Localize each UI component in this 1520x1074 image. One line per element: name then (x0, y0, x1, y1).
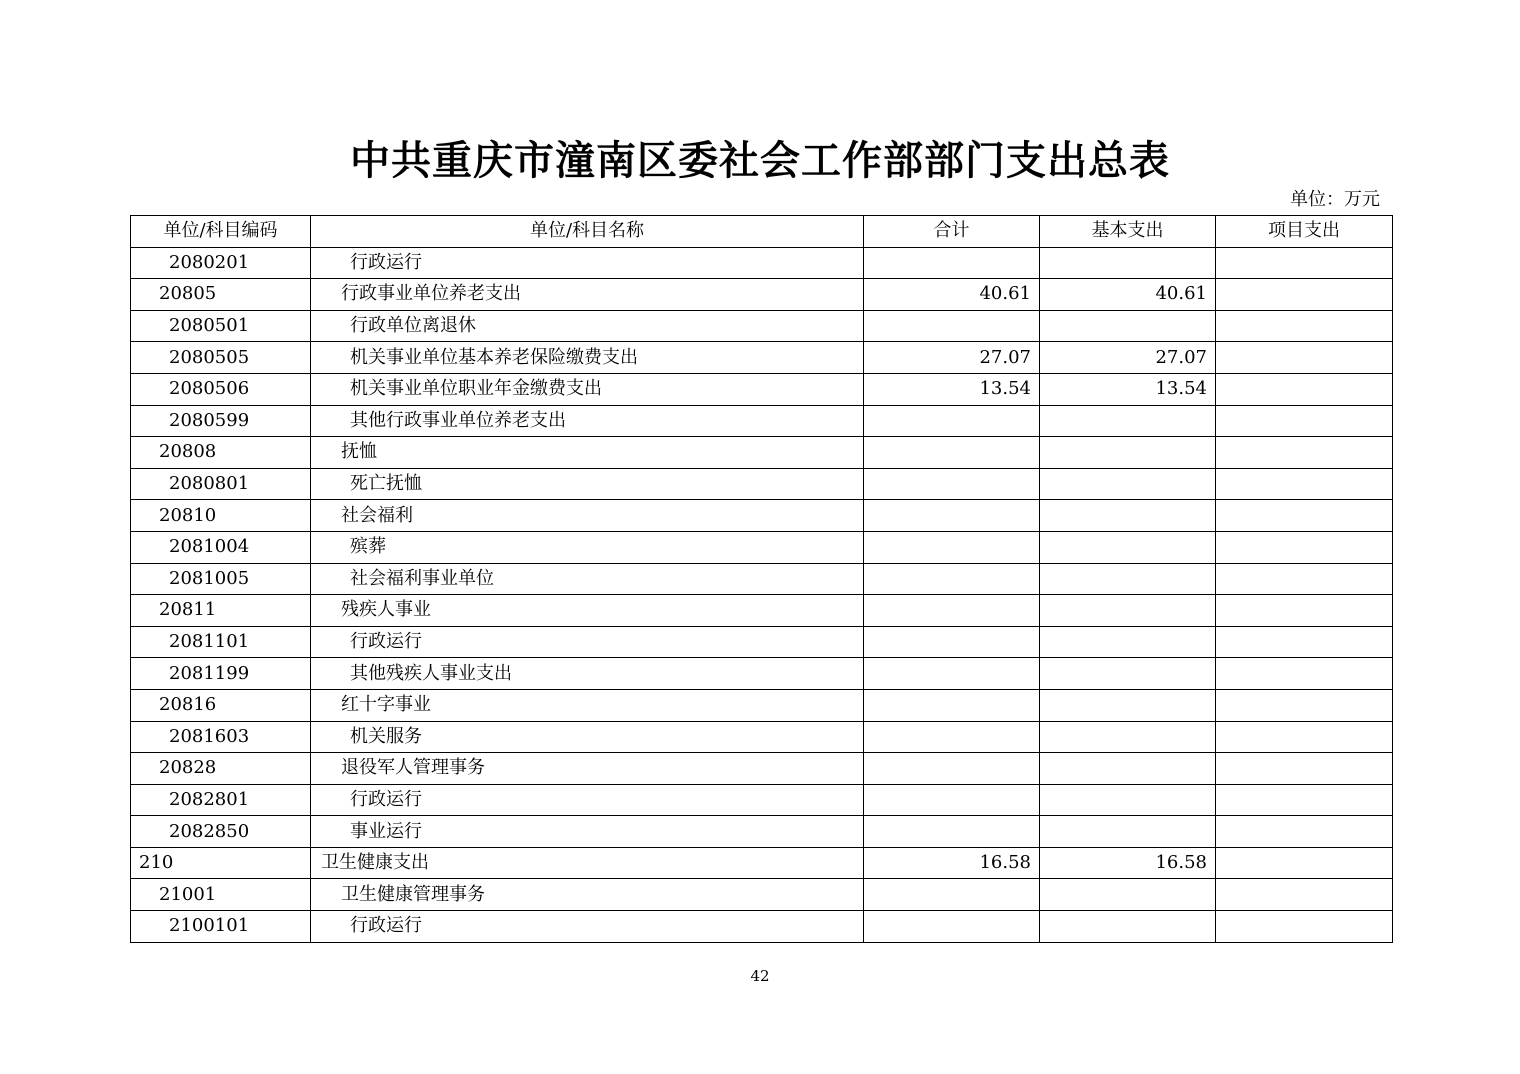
table-row (131, 847, 1393, 879)
cell-code: 2080201 (131, 247, 311, 279)
cell-total (864, 563, 1040, 595)
cell-basic (1040, 437, 1216, 469)
cell-project (1216, 373, 1393, 405)
cell-name: 机关事业单位职业年金缴费支出 (311, 373, 864, 405)
cell-basic (1040, 879, 1216, 911)
cell-name: 行政事业单位养老支出 (311, 279, 864, 311)
cell-total (864, 879, 1040, 911)
cell-project (1216, 658, 1393, 690)
cell-code: 2081005 (131, 563, 311, 595)
table-row (131, 500, 1393, 532)
table-row (131, 911, 1393, 943)
cell-project (1216, 626, 1393, 658)
table-row (131, 437, 1393, 469)
cell-total: 13.54 (864, 373, 1040, 405)
cell-basic (1040, 310, 1216, 342)
cell-total: 40.61 (864, 279, 1040, 311)
expense-table (130, 215, 1393, 943)
table-row (131, 689, 1393, 721)
cell-basic: 27.07 (1040, 342, 1216, 374)
cell-project (1216, 595, 1393, 627)
cell-total (864, 437, 1040, 469)
cell-code: 2080501 (131, 310, 311, 342)
cell-total (864, 721, 1040, 753)
cell-code: 2082801 (131, 784, 311, 816)
cell-total (864, 658, 1040, 690)
cell-project (1216, 563, 1393, 595)
cell-name: 行政单位离退休 (311, 310, 864, 342)
unit-label: 单位：万元 (1290, 189, 1380, 210)
header-total: 合计 (864, 216, 1040, 248)
cell-basic (1040, 784, 1216, 816)
table-row (131, 531, 1393, 563)
cell-name: 社会福利事业单位 (311, 563, 864, 595)
cell-name: 其他残疾人事业支出 (311, 658, 864, 690)
cell-project (1216, 784, 1393, 816)
table-row (131, 342, 1393, 374)
cell-basic (1040, 405, 1216, 437)
table-row (131, 626, 1393, 658)
cell-project (1216, 689, 1393, 721)
cell-total (864, 911, 1040, 943)
cell-total (864, 816, 1040, 848)
cell-name: 卫生健康支出 (311, 847, 864, 879)
cell-project (1216, 531, 1393, 563)
cell-name: 残疾人事业 (311, 595, 864, 627)
cell-total (864, 531, 1040, 563)
cell-code: 2081101 (131, 626, 311, 658)
table-row (131, 563, 1393, 595)
cell-total (864, 468, 1040, 500)
cell-code: 2080599 (131, 405, 311, 437)
table-row (131, 784, 1393, 816)
cell-basic: 40.61 (1040, 279, 1216, 311)
cell-project (1216, 911, 1393, 943)
table-row (131, 721, 1393, 753)
cell-code: 20816 (131, 689, 311, 721)
cell-total (864, 784, 1040, 816)
cell-code: 20828 (131, 753, 311, 785)
cell-name: 殡葬 (311, 531, 864, 563)
table-row (131, 658, 1393, 690)
cell-name: 行政运行 (311, 784, 864, 816)
cell-basic (1040, 595, 1216, 627)
table-row (131, 405, 1393, 437)
cell-basic (1040, 721, 1216, 753)
cell-name: 红十字事业 (311, 689, 864, 721)
cell-name: 行政运行 (311, 626, 864, 658)
table-row (131, 373, 1393, 405)
cell-project (1216, 310, 1393, 342)
cell-code: 20810 (131, 500, 311, 532)
cell-code: 2080801 (131, 468, 311, 500)
cell-total (864, 405, 1040, 437)
cell-basic (1040, 563, 1216, 595)
cell-project (1216, 468, 1393, 500)
cell-name: 事业运行 (311, 816, 864, 848)
cell-name: 社会福利 (311, 500, 864, 532)
table-row (131, 753, 1393, 785)
cell-basic (1040, 658, 1216, 690)
cell-code: 2082850 (131, 816, 311, 848)
cell-code: 2081603 (131, 721, 311, 753)
cell-name: 死亡抚恤 (311, 468, 864, 500)
page-title: 中共重庆市潼南区委社会工作部部门支出总表 (350, 137, 1170, 184)
cell-total (864, 500, 1040, 532)
page-number: 42 (750, 967, 770, 985)
cell-project (1216, 437, 1393, 469)
table-row (131, 816, 1393, 848)
cell-total (864, 689, 1040, 721)
cell-code: 210 (131, 847, 311, 879)
cell-basic (1040, 531, 1216, 563)
cell-project (1216, 279, 1393, 311)
cell-total (864, 753, 1040, 785)
cell-basic: 16.58 (1040, 847, 1216, 879)
cell-name: 机关事业单位基本养老保险缴费支出 (311, 342, 864, 374)
cell-project (1216, 847, 1393, 879)
table-row (131, 595, 1393, 627)
table-body (131, 247, 1393, 942)
cell-code: 2081004 (131, 531, 311, 563)
cell-total (864, 626, 1040, 658)
cell-code: 2080505 (131, 342, 311, 374)
cell-total (864, 595, 1040, 627)
cell-total (864, 247, 1040, 279)
cell-basic (1040, 816, 1216, 848)
cell-code: 2100101 (131, 911, 311, 943)
header-basic: 基本支出 (1040, 216, 1216, 248)
cell-name: 其他行政事业单位养老支出 (311, 405, 864, 437)
cell-basic (1040, 689, 1216, 721)
cell-name: 行政运行 (311, 911, 864, 943)
cell-project (1216, 721, 1393, 753)
cell-project (1216, 753, 1393, 785)
cell-code: 2080506 (131, 373, 311, 405)
cell-basic (1040, 626, 1216, 658)
cell-code: 20808 (131, 437, 311, 469)
cell-name: 行政运行 (311, 247, 864, 279)
cell-basic (1040, 247, 1216, 279)
cell-code: 2081199 (131, 658, 311, 690)
cell-project (1216, 879, 1393, 911)
cell-total: 16.58 (864, 847, 1040, 879)
header-project: 项目支出 (1216, 216, 1393, 248)
table-row (131, 310, 1393, 342)
cell-code: 20811 (131, 595, 311, 627)
cell-basic (1040, 500, 1216, 532)
header-code: 单位/科目编码 (131, 216, 311, 248)
cell-project (1216, 342, 1393, 374)
cell-project (1216, 500, 1393, 532)
cell-project (1216, 816, 1393, 848)
cell-basic (1040, 753, 1216, 785)
table-header-row (131, 216, 1393, 248)
cell-project (1216, 247, 1393, 279)
cell-basic (1040, 911, 1216, 943)
header-name: 单位/科目名称 (311, 216, 864, 248)
cell-total (864, 310, 1040, 342)
table-row (131, 247, 1393, 279)
cell-name: 退役军人管理事务 (311, 753, 864, 785)
cell-name: 抚恤 (311, 437, 864, 469)
cell-name: 卫生健康管理事务 (311, 879, 864, 911)
table-row (131, 879, 1393, 911)
cell-name: 机关服务 (311, 721, 864, 753)
cell-code: 21001 (131, 879, 311, 911)
table-row (131, 468, 1393, 500)
cell-total: 27.07 (864, 342, 1040, 374)
cell-project (1216, 405, 1393, 437)
cell-basic: 13.54 (1040, 373, 1216, 405)
table-row (131, 279, 1393, 311)
cell-basic (1040, 468, 1216, 500)
cell-code: 20805 (131, 279, 311, 311)
